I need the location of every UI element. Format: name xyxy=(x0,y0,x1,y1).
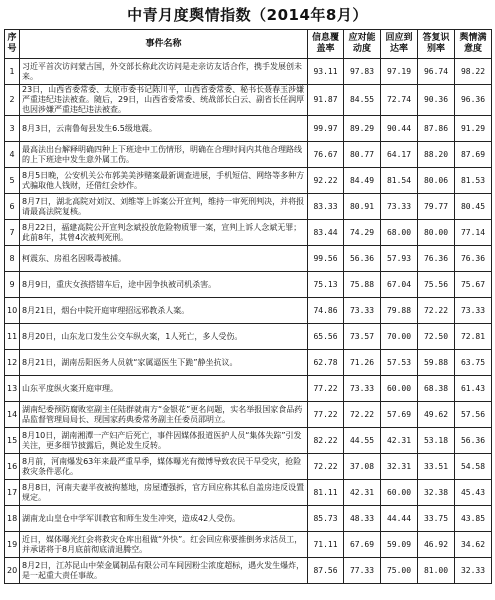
table-row xyxy=(5,168,492,194)
answer-recognition-value: 81.00 xyxy=(418,558,455,584)
event-name: 23日，山西省委常委、太原市委书记陈川平，山西省委常委、秘书长聂春玉涉嫌严重违纪违法被查。随后，29日，山西省委常委、统战部长白云、副省长任润厚也因涉嫌严重违纪违法被查。 xyxy=(20,85,308,116)
event-name: 湖南龙山皇仓中学军训教官和师生发生冲突，造成42人受伤。 xyxy=(20,506,308,532)
answer-recognition-value: 49.62 xyxy=(418,402,455,428)
answer-recognition-value: 80.06 xyxy=(418,168,455,194)
answer-recognition-value: 88.20 xyxy=(418,142,455,168)
table-row xyxy=(5,428,492,454)
event-name: 8月21日，湖南岳阳医务人员就“家属逼医生下跪”静坐抗议。 xyxy=(20,350,308,376)
event-name: 8月21日，烟台中院开庭审理招远邪教杀人案。 xyxy=(20,298,308,324)
table-row xyxy=(5,59,492,85)
reply-reach-value: 72.74 xyxy=(381,85,418,116)
response-initiative-value: 37.08 xyxy=(344,454,381,480)
opinion-index-table xyxy=(4,29,492,584)
coverage-value: 87.56 xyxy=(308,558,344,584)
table-row xyxy=(5,480,492,506)
coverage-value: 71.11 xyxy=(308,532,344,558)
satisfaction-value: 63.75 xyxy=(455,350,492,376)
reply-reach-value: 68.00 xyxy=(381,220,418,246)
event-name: 8月前，河南爆发63年来最严重旱季，媒体曝光有微博导致农民干旱受灾，抢险救灾条件恶化。 xyxy=(20,454,308,480)
satisfaction-value: 75.67 xyxy=(455,272,492,298)
satisfaction-value: 32.33 xyxy=(455,558,492,584)
row-number: 16 xyxy=(5,454,20,480)
response-initiative-value: 73.33 xyxy=(344,298,381,324)
reply-reach-value: 75.00 xyxy=(381,558,418,584)
event-name: 8月22日，福建高院公开宣判念斌投放危险物质罪一案，宣判上诉人念斌无罪；此前8年，其曾4次被判死刑。 xyxy=(20,220,308,246)
response-initiative-value: 48.33 xyxy=(344,506,381,532)
event-name: 习近平首次访问蒙古国，外交部长称此次访问是走亲访友话合作，携手发展创未来。 xyxy=(20,59,308,85)
row-number: 3 xyxy=(5,116,20,142)
coverage-value: 99.56 xyxy=(308,246,344,272)
satisfaction-value: 54.58 xyxy=(455,454,492,480)
coverage-value: 91.87 xyxy=(308,85,344,116)
event-name: 8月9日，重庆女孩搭错车后，途中因争执被司机杀害。 xyxy=(20,272,308,298)
answer-recognition-value: 72.50 xyxy=(418,324,455,350)
response-initiative-value: 44.55 xyxy=(344,428,381,454)
table-row xyxy=(5,506,492,532)
response-initiative-value: 73.33 xyxy=(344,376,381,402)
answer-recognition-value: 90.36 xyxy=(418,85,455,116)
response-initiative-value: 42.31 xyxy=(344,480,381,506)
event-name: 湖南纪委预防腐败室副主任陆群就南方“金银花”更名问题，实名举报国家食品药品监督管理局局长、现国家药典委常务副主任委员邵明立。 xyxy=(20,402,308,428)
satisfaction-value: 81.53 xyxy=(455,168,492,194)
event-name: 山东平度纵火案开庭审理。 xyxy=(20,376,308,402)
table-row xyxy=(5,220,492,246)
reply-reach-value: 64.17 xyxy=(381,142,418,168)
row-number: 6 xyxy=(5,194,20,220)
satisfaction-value: 61.43 xyxy=(455,376,492,402)
satisfaction-value: 96.36 xyxy=(455,85,492,116)
coverage-value: 83.44 xyxy=(308,220,344,246)
row-number: 14 xyxy=(5,402,20,428)
event-name: 近日，媒体曝光红会将救灾仓库出租做“外快”。红会回应称要推倒务求活员工，并承诺将于8月底前彻底清退腾空。 xyxy=(20,532,308,558)
answer-recognition-value: 59.88 xyxy=(418,350,455,376)
table-row xyxy=(5,246,492,272)
header-answer-recognition: 答复识别率 xyxy=(418,30,455,59)
response-initiative-value: 56.36 xyxy=(344,246,381,272)
header-satisfaction: 舆情满意度 xyxy=(455,30,492,59)
row-number: 20 xyxy=(5,558,20,584)
coverage-value: 81.11 xyxy=(308,480,344,506)
satisfaction-value: 80.45 xyxy=(455,194,492,220)
response-initiative-value: 97.83 xyxy=(344,59,381,85)
event-name: 8月5日晚，公安机关公布郭美美涉赌案最新调查进展，手机短信、网络等多种方式骗取他人钱财，还借红会炒作。 xyxy=(20,168,308,194)
answer-recognition-value: 33.75 xyxy=(418,506,455,532)
reply-reach-value: 97.19 xyxy=(381,59,418,85)
satisfaction-value: 73.33 xyxy=(455,298,492,324)
answer-recognition-value: 33.51 xyxy=(418,454,455,480)
table-row xyxy=(5,454,492,480)
reply-reach-value: 90.44 xyxy=(381,116,418,142)
response-initiative-value: 84.55 xyxy=(344,85,381,116)
reply-reach-value: 60.00 xyxy=(381,480,418,506)
event-name: 最高法出台解释明确四种上下班途中工伤情形，明确在合理时间内其他合理路线的上下班途中发生意外属工伤。 xyxy=(20,142,308,168)
event-name: 8月20日，山东龙口发生公交车纵火案，1人死亡，多人受伤。 xyxy=(20,324,308,350)
reply-reach-value: 57.53 xyxy=(381,350,418,376)
table-row xyxy=(5,85,492,116)
row-number: 2 xyxy=(5,85,20,116)
row-number: 11 xyxy=(5,324,20,350)
row-number: 10 xyxy=(5,298,20,324)
coverage-value: 75.13 xyxy=(308,272,344,298)
row-number: 9 xyxy=(5,272,20,298)
reply-reach-value: 32.31 xyxy=(381,454,418,480)
coverage-value: 62.78 xyxy=(308,350,344,376)
satisfaction-value: 98.22 xyxy=(455,59,492,85)
satisfaction-value: 77.14 xyxy=(455,220,492,246)
reply-reach-value: 79.88 xyxy=(381,298,418,324)
event-name: 柯震东、房祖名因吸毒被捕。 xyxy=(20,246,308,272)
table-row xyxy=(5,298,492,324)
response-initiative-value: 77.33 xyxy=(344,558,381,584)
page-title: 中青月度舆情指数（2014年8月） xyxy=(127,6,368,24)
reply-reach-value: 81.54 xyxy=(381,168,418,194)
table-row xyxy=(5,194,492,220)
row-number: 17 xyxy=(5,480,20,506)
row-number: 8 xyxy=(5,246,20,272)
header-reply-reach: 回应到达率 xyxy=(381,30,418,59)
coverage-value: 85.73 xyxy=(308,506,344,532)
coverage-value: 93.11 xyxy=(308,59,344,85)
answer-recognition-value: 53.18 xyxy=(418,428,455,454)
reply-reach-value: 44.44 xyxy=(381,506,418,532)
answer-recognition-value: 32.38 xyxy=(418,480,455,506)
reply-reach-value: 42.31 xyxy=(381,428,418,454)
header-row xyxy=(5,30,492,59)
satisfaction-value: 56.36 xyxy=(455,428,492,454)
header-coverage: 信息覆盖率 xyxy=(308,30,344,59)
coverage-value: 77.22 xyxy=(308,376,344,402)
reply-reach-value: 73.33 xyxy=(381,194,418,220)
table-row xyxy=(5,116,492,142)
response-initiative-value: 80.77 xyxy=(344,142,381,168)
reply-reach-value: 57.69 xyxy=(381,402,418,428)
answer-recognition-value: 76.36 xyxy=(418,246,455,272)
reply-reach-value: 59.09 xyxy=(381,532,418,558)
header-event: 事件名称 xyxy=(20,30,308,59)
response-initiative-value: 73.57 xyxy=(344,324,381,350)
reply-reach-value: 70.00 xyxy=(381,324,418,350)
coverage-value: 82.22 xyxy=(308,428,344,454)
event-name: 8月3日，云南鲁甸县发生6.5级地震。 xyxy=(20,116,308,142)
answer-recognition-value: 68.38 xyxy=(418,376,455,402)
coverage-value: 74.86 xyxy=(308,298,344,324)
answer-recognition-value: 46.92 xyxy=(418,532,455,558)
answer-recognition-value: 75.56 xyxy=(418,272,455,298)
event-name: 8月8日，河南夫妻半夜被拘墓地，房屋遭强拆，官方回应称其私自盖房违反设置规定。 xyxy=(20,480,308,506)
table-row xyxy=(5,350,492,376)
table-row xyxy=(5,532,492,558)
satisfaction-value: 72.81 xyxy=(455,324,492,350)
row-number: 7 xyxy=(5,220,20,246)
answer-recognition-value: 72.22 xyxy=(418,298,455,324)
coverage-value: 72.22 xyxy=(308,454,344,480)
row-number: 12 xyxy=(5,350,20,376)
event-name: 8月10日，湖南湘潭一产妇产后死亡，事件因媒体报道医护人员“集体失踪”引发关注，更多细节披露后，舆论发生反转。 xyxy=(20,428,308,454)
event-name: 8月2日，江苏昆山中荣金属制品有限公司车间因粉尘浓度超标，遇火发生爆炸，是一起重大责任事故。 xyxy=(20,558,308,584)
reply-reach-value: 60.00 xyxy=(381,376,418,402)
row-number: 4 xyxy=(5,142,20,168)
row-number: 19 xyxy=(5,532,20,558)
response-initiative-value: 89.29 xyxy=(344,116,381,142)
coverage-value: 92.22 xyxy=(308,168,344,194)
coverage-value: 77.22 xyxy=(308,402,344,428)
satisfaction-value: 45.43 xyxy=(455,480,492,506)
satisfaction-value: 91.29 xyxy=(455,116,492,142)
table-row xyxy=(5,402,492,428)
row-number: 5 xyxy=(5,168,20,194)
coverage-value: 99.97 xyxy=(308,116,344,142)
header-no: 序号 xyxy=(5,30,20,59)
coverage-value: 83.33 xyxy=(308,194,344,220)
answer-recognition-value: 80.00 xyxy=(418,220,455,246)
satisfaction-value: 34.62 xyxy=(455,532,492,558)
response-initiative-value: 75.88 xyxy=(344,272,381,298)
satisfaction-value: 76.36 xyxy=(455,246,492,272)
event-name: 8月7日，湖北高院对刘汉、刘维等上诉案公开宣判，维持一审死刑判决，并将报请最高法院复核。 xyxy=(20,194,308,220)
satisfaction-value: 43.85 xyxy=(455,506,492,532)
satisfaction-value: 87.69 xyxy=(455,142,492,168)
table-row xyxy=(5,324,492,350)
header-response-initiative: 应对能动度 xyxy=(344,30,381,59)
table-row xyxy=(5,142,492,168)
satisfaction-value: 57.56 xyxy=(455,402,492,428)
response-initiative-value: 74.29 xyxy=(344,220,381,246)
coverage-value: 76.67 xyxy=(308,142,344,168)
answer-recognition-value: 87.86 xyxy=(418,116,455,142)
coverage-value: 65.56 xyxy=(308,324,344,350)
row-number: 13 xyxy=(5,376,20,402)
row-number: 18 xyxy=(5,506,20,532)
answer-recognition-value: 96.74 xyxy=(418,59,455,85)
reply-reach-value: 57.93 xyxy=(381,246,418,272)
response-initiative-value: 67.69 xyxy=(344,532,381,558)
response-initiative-value: 71.26 xyxy=(344,350,381,376)
reply-reach-value: 67.04 xyxy=(381,272,418,298)
table-body xyxy=(5,59,492,584)
answer-recognition-value: 79.77 xyxy=(418,194,455,220)
response-initiative-value: 80.91 xyxy=(344,194,381,220)
table-row xyxy=(5,376,492,402)
table-row xyxy=(5,558,492,584)
table-row xyxy=(5,272,492,298)
response-initiative-value: 84.49 xyxy=(344,168,381,194)
row-number: 1 xyxy=(5,59,20,85)
response-initiative-value: 72.22 xyxy=(344,402,381,428)
row-number: 15 xyxy=(5,428,20,454)
